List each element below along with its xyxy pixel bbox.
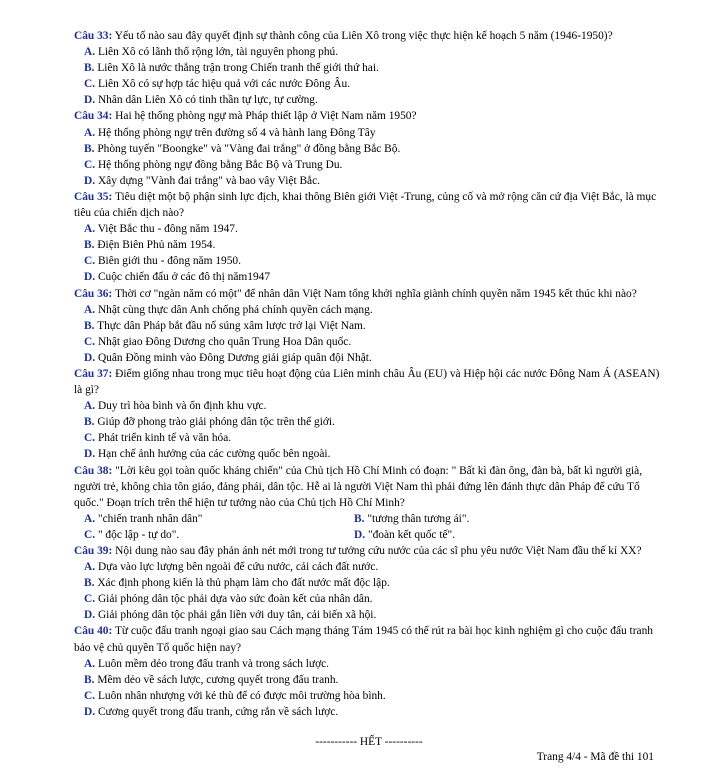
option-text: Điện Biên Phủ năm 1954. xyxy=(97,239,216,252)
question-stem: Nội dung nào sau đây phản ánh nét mới trong tư tưởng cứu nước của các sĩ phu yêu nước Việt Nam đầu thế kỉ XX? xyxy=(115,545,642,557)
option-letter: B. xyxy=(84,142,95,155)
option-letter: C. xyxy=(84,158,96,171)
page-footer: Trang 4/4 - Mã đề thi 101 xyxy=(536,751,654,763)
option-text: Dựa vào lực lượng bên ngoài để cứu nước, cải cách đất nước. xyxy=(97,561,379,574)
option-letter: D. xyxy=(84,94,96,107)
question-block xyxy=(74,366,664,463)
answer-option xyxy=(74,591,664,607)
option-text: Phát triển kinh tế và văn hóa. xyxy=(97,432,232,445)
option-letter: D. xyxy=(84,448,96,461)
question-stem: "Lời kêu gọi toàn quốc kháng chiến" của Chủ tịch Hồ Chí Minh có đoạn: " Bất kì đàn ông, đàn bà, bất kì người già, người trẻ, không chia tôn giáo, đảng phái, dân tộc. Hễ ai là người Việt Nam thì phải đứng lên đánh thực dân Pháp để cứu Tổ quốc." Đoạn trích trên thể hiện tư tưởng nào của Chủ tịch Hồ Chí Minh? xyxy=(74,464,643,509)
question-number: Câu 37: xyxy=(74,367,113,380)
option-text: Phòng tuyến "Boongke" và "Vàng đai trắng" ở đồng bằng Bắc Bộ. xyxy=(97,142,401,155)
answer-option xyxy=(74,334,664,350)
question-list xyxy=(74,28,664,720)
answer-option xyxy=(74,559,664,575)
options-list xyxy=(74,302,664,366)
option-text: Biên giới thu - đông năm 1950. xyxy=(97,255,241,268)
answer-option xyxy=(74,125,664,141)
option-letter: D. xyxy=(354,528,366,541)
question-text xyxy=(74,366,664,398)
option-text: Luôn mềm dẻo trong đấu tranh và trong sách lược. xyxy=(97,657,330,670)
option-letter: A. xyxy=(84,657,96,670)
option-text: Mềm dẻo về sách lược, cương quyết trong đấu tranh. xyxy=(97,673,339,686)
option-text: Liên Xô là nước thắng trận trong Chiến tranh thế giới thứ hai. xyxy=(97,62,379,75)
options-list xyxy=(74,656,664,720)
option-text: " độc lập - tự do". xyxy=(97,528,180,541)
option-letter: B. xyxy=(84,239,95,252)
question-block xyxy=(74,286,664,366)
option-text: Luôn nhân nhượng với kẻ thù để có được môi trường hòa bình. xyxy=(97,689,386,702)
question-stem: Tiêu diệt một bộ phận sinh lực địch, khai thông Biên giới Việt -Trung, củng cố và mở rộng căn cứ địa Việt Bắc, là mục tiêu của chiến dịch nào? xyxy=(74,190,657,220)
question-block xyxy=(74,543,664,623)
question-text xyxy=(74,28,664,44)
answer-option xyxy=(74,269,664,285)
option-text: Nhật giao Đông Dương cho quân Trung Hoa Dân quốc. xyxy=(97,335,352,348)
options-list xyxy=(74,44,664,108)
option-text: "tương thân tương ái". xyxy=(367,512,470,525)
answer-option xyxy=(74,704,664,720)
options-list xyxy=(74,221,664,285)
option-letter: C. xyxy=(84,255,96,268)
options-list xyxy=(74,559,664,623)
answer-option xyxy=(74,350,664,366)
question-stem: Yếu tố nào sau đây quyết định sự thành công của Liên Xô trong việc thực hiện kế hoạch 5 năm (1946-1950)? xyxy=(114,30,613,42)
option-letter: D. xyxy=(84,271,96,284)
option-text: Cương quyết trong đấu tranh, cứng rắn về sách lược. xyxy=(97,705,339,718)
question-text xyxy=(74,108,664,124)
option-letter: B. xyxy=(84,577,95,590)
option-letter: D. xyxy=(84,609,96,622)
option-letter: C. xyxy=(84,78,96,91)
option-letter: D. xyxy=(84,705,96,718)
answer-option xyxy=(74,302,664,318)
answer-option xyxy=(74,60,664,76)
option-letter: C. xyxy=(84,335,96,348)
question-text xyxy=(74,286,664,302)
options-list xyxy=(74,511,664,543)
question-number: Câu 40: xyxy=(74,625,113,638)
question-block xyxy=(74,189,664,286)
question-stem: Thời cơ "ngàn năm có một" để nhân dân Việt Nam tổng khởi nghĩa giành chính quyền năm 1945 kết thúc khi nào? xyxy=(114,287,637,300)
answer-option xyxy=(74,237,664,253)
answer-option xyxy=(84,527,354,543)
question-stem: Điểm giống nhau trong mục tiêu hoạt động của Liên minh châu Âu (EU) và Hiệp hội các nước Đông Nam Á (ASEAN) là gì? xyxy=(74,367,660,397)
option-letter: C. xyxy=(84,528,96,541)
answer-option xyxy=(74,221,664,237)
option-text: Cuộc chiến đấu ở các đô thị năm1947 xyxy=(97,271,271,284)
option-text: Giúp đỡ phong trào giải phóng dân tộc trên thế giới. xyxy=(97,416,335,429)
question-number: Câu 38: xyxy=(74,464,113,477)
option-text: Nhân dân Liên Xô có tinh thần tự lực, tự cường. xyxy=(97,94,318,107)
option-letter: B. xyxy=(354,512,365,525)
option-letter: A. xyxy=(84,561,96,574)
option-text: Quân Đồng minh vào Đông Dương giải giáp quân đội Nhật. xyxy=(97,351,372,364)
answer-option xyxy=(74,672,664,688)
question-block xyxy=(74,623,664,720)
answer-option xyxy=(74,173,664,189)
option-text: Liên Xô có lãnh thổ rộng lớn, tài nguyên phong phú. xyxy=(97,46,339,59)
option-letter: D. xyxy=(84,351,96,364)
option-letter: C. xyxy=(84,593,96,606)
question-number: Câu 35: xyxy=(74,190,113,203)
option-letter: A. xyxy=(84,512,96,525)
answer-option xyxy=(74,446,664,462)
option-text: "chiến tranh nhân dân" xyxy=(97,512,203,525)
answer-option xyxy=(74,318,664,334)
question-block xyxy=(74,108,664,188)
answer-option xyxy=(74,688,664,704)
answer-option xyxy=(74,398,664,414)
option-text: Thực dân Pháp bắt đầu nổ súng xâm lược trở lại Việt Nam. xyxy=(97,319,366,332)
option-text: Duy trì hòa bình và ổn định khu vực. xyxy=(97,400,267,413)
question-text xyxy=(74,463,664,511)
question-number: Câu 34: xyxy=(74,110,113,123)
options-list xyxy=(74,398,664,462)
option-letter: A. xyxy=(84,126,96,139)
option-letter: D. xyxy=(84,174,96,187)
answer-option xyxy=(74,253,664,269)
answer-option xyxy=(74,92,664,108)
answer-option xyxy=(74,430,664,446)
option-text: Giải phóng dân tộc phải dựa vào sức đoàn kết của nhân dân. xyxy=(97,593,373,606)
option-text: Liên Xô có sự hợp tác hiệu quả với các nước Đông Âu. xyxy=(97,78,351,91)
answer-option xyxy=(354,527,624,543)
option-text: Xây dựng "Vành đai trắng" và bao vây Việt Bắc. xyxy=(97,174,321,187)
option-letter: B. xyxy=(84,673,95,686)
answer-option xyxy=(74,575,664,591)
option-text: Nhật cùng thực dân Anh chống phá chính quyền cách mạng. xyxy=(97,303,373,316)
question-number: Câu 36: xyxy=(74,287,113,300)
option-text: Hạn chế ảnh hưởng của các cường quốc bên ngoài. xyxy=(97,448,331,461)
option-letter: B. xyxy=(84,62,95,75)
option-letter: A. xyxy=(84,303,96,316)
question-block xyxy=(74,28,664,108)
option-letter: B. xyxy=(84,319,95,332)
option-text: "đoàn kết quốc tế". xyxy=(367,528,456,541)
answer-option xyxy=(74,157,664,173)
question-number: Câu 33: xyxy=(74,30,113,42)
answer-option xyxy=(74,44,664,60)
option-text: Hệ thống phòng ngự đồng bằng Bắc Bộ và Trung Du. xyxy=(97,158,343,171)
option-letter: A. xyxy=(84,46,96,59)
answer-option xyxy=(354,511,624,527)
question-text xyxy=(74,543,664,559)
answer-option xyxy=(74,414,664,430)
question-stem: Từ cuộc đấu tranh ngoại giao sau Cách mạng tháng Tám 1945 có thể rút ra bài học kinh nghiệm gì cho cuộc đấu tranh bảo vệ chủ quyền Tổ quốc hiện nay? xyxy=(74,625,653,654)
option-text: Xác định phong kiến là thủ phạm làm cho đất nước mất độc lập. xyxy=(97,577,390,590)
question-text xyxy=(74,189,664,221)
option-text: Giải phóng dân tộc phải gắn liền với duy tân, cải biến xã hội. xyxy=(97,609,377,622)
end-marker: ----------- HẾT ---------- xyxy=(315,736,423,748)
question-text xyxy=(74,623,664,655)
option-letter: A. xyxy=(84,400,96,413)
option-letter: C. xyxy=(84,432,96,445)
question-stem: Hai hệ thống phòng ngự mà Pháp thiết lập ở Việt Nam năm 1950? xyxy=(115,110,417,123)
option-letter: C. xyxy=(84,689,96,702)
option-text: Việt Bắc thu - đông năm 1947. xyxy=(97,223,238,236)
option-text: Hệ thống phòng ngự trên đường số 4 và hành lang Đông Tây xyxy=(97,126,376,139)
option-letter: B. xyxy=(84,416,95,429)
question-block xyxy=(74,463,664,543)
question-number: Câu 39: xyxy=(74,545,113,557)
options-list xyxy=(74,125,664,189)
option-letter: A. xyxy=(84,223,96,236)
answer-option xyxy=(74,76,664,92)
answer-option xyxy=(74,656,664,672)
answer-option xyxy=(74,141,664,157)
answer-option xyxy=(74,607,664,623)
answer-option xyxy=(84,511,354,527)
